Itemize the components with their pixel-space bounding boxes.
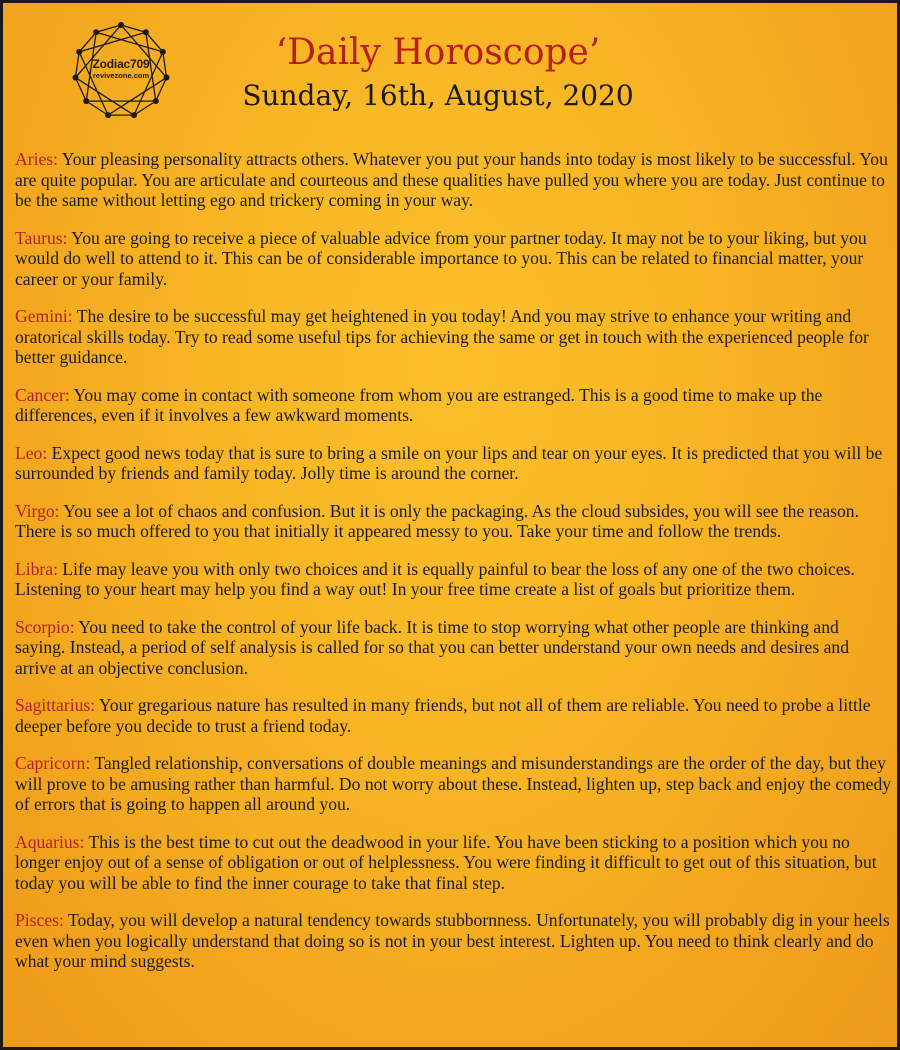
horoscope-entry-sagittarius bbox=[15, 695, 893, 736]
zodiac-logo bbox=[69, 19, 173, 123]
sign-label: Sagittarius: bbox=[15, 695, 96, 715]
horoscope-entry-leo bbox=[15, 443, 893, 484]
horoscope-text: Today, you will develop a natural tendency towards stubbornness. Unfortunately, you will probably dig in your heels even when you logically understand that doing so is not in your best interest. Lighten up. You need to think clearly and do what your mind suggests. bbox=[15, 910, 890, 971]
constellation-star bbox=[83, 98, 89, 104]
constellation-star bbox=[93, 29, 99, 35]
sign-label: Capricorn: bbox=[15, 753, 91, 773]
horoscope-text: You need to take the control of your life back. It is time to stop worrying what other people are thinking and saying. Instead, a period of self analysis is called for so that you can better understand your own needs and desires and arrive at an objective conclusion. bbox=[15, 616, 849, 678]
horoscope-entry-virgo bbox=[15, 501, 893, 542]
sign-label: Aries: bbox=[15, 149, 58, 169]
horoscope-entry-scorpio bbox=[15, 617, 893, 679]
horoscope-entry-aquarius bbox=[15, 832, 893, 894]
constellation-star bbox=[153, 98, 159, 104]
sign-label: Taurus: bbox=[15, 227, 68, 248]
horoscope-entry-libra bbox=[15, 559, 893, 600]
horoscope-entry-pisces bbox=[15, 910, 893, 972]
sign-label: Aquarius: bbox=[15, 831, 85, 852]
page-title: ‘Daily Horoscope’ bbox=[275, 32, 601, 73]
horoscope-entry-capricorn bbox=[15, 753, 893, 815]
sign-label: Leo: bbox=[15, 442, 48, 463]
horoscope-text: You see a lot of chaos and confusion. But it is only the packaging. As the cloud subsides, you will see the reason. There is so much offered to you that initially it appeared messy to you. Take your time and follow the trends. bbox=[15, 500, 859, 541]
constellation-star bbox=[105, 112, 111, 118]
horoscope-text: This is the best time to cut out the deadwood in your life. You have been sticking to a position which you no longer enjoy out of a sense of obligation or out of helplessness. You were finding it difficult to get out of this situation, but today you will be able to find the inner courage to take that final step. bbox=[15, 831, 877, 893]
horoscope-entry-cancer bbox=[15, 385, 893, 426]
constellation-star bbox=[160, 49, 166, 55]
horoscope-text: Your gregarious nature has resulted in many friends, but not all of them are reliable. You need to probe a little deeper before you decide to trust a friend today. bbox=[15, 695, 871, 736]
sign-label: Scorpio: bbox=[15, 616, 75, 637]
horoscope-text: The desire to be successful may get heightened in you today! And you may strive to enhance your writing and oratorical skills today. Try to read some useful tips for achieving the same or get in touch with the experienced people for better guidance. bbox=[15, 306, 869, 367]
sign-label: Libra: bbox=[15, 558, 58, 579]
sign-label: Cancer: bbox=[15, 384, 70, 405]
constellation-star bbox=[76, 49, 82, 55]
logo-site: revivezone.com bbox=[92, 71, 150, 80]
horoscope-list bbox=[15, 149, 893, 989]
constellation-star bbox=[143, 29, 149, 35]
page-date: Sunday, 16th, August, 2020 bbox=[242, 79, 634, 112]
constellation-star bbox=[131, 112, 137, 118]
horoscope-text: Life may leave you with only two choices and it is equally painful to bear the loss of any one of the two choices. Listening to your heart may help you find a way out! In your free time create a list of goals but prioritize them. bbox=[15, 558, 855, 599]
constellation-star bbox=[118, 22, 124, 28]
sign-label: Gemini: bbox=[15, 306, 73, 326]
horoscope-text: Expect good news today that is sure to bring a smile on your lips and tear on your eyes. It is predicted that you will be surrounded by friends and family today. Jolly time is around the corner. bbox=[15, 442, 883, 483]
logo-name: Zodiac709 bbox=[92, 57, 150, 71]
logo-text bbox=[69, 57, 173, 80]
sign-label: Virgo: bbox=[15, 500, 60, 521]
horoscope-entry-taurus bbox=[15, 228, 893, 290]
horoscope-text: Tangled relationship, conversations of double meanings and misunderstandings are the order of the day, but they will prove to be amusing rather than harmful. Do not worry about these. Instead, lighten up, step back and enjoy the comedy of errors that is going to happen all around you. bbox=[15, 753, 892, 814]
horoscope-text: Your pleasing personality attracts others. Whatever you put your hands into today is most likely to be successful. You are quite popular. You are articulate and courteous and these qualities have pulled you where you are today. Just continue to be the same without letting ego and trickery coming in your way. bbox=[15, 149, 888, 210]
sign-label: Pisces: bbox=[15, 910, 64, 930]
horoscope-text: You are going to receive a piece of valuable advice from your partner today. It may not be to your liking, but you would do well to attend to it. This can be of considerable importance to you. This can be related to financial matter, your career or your family. bbox=[15, 227, 867, 289]
horoscope-entry-gemini bbox=[15, 306, 893, 368]
horoscope-entry-aries bbox=[15, 149, 893, 211]
horoscope-text: You may come in contact with someone from whom you are estranged. This is a good time to make up the differences, even if it involves a few awkward moments. bbox=[15, 384, 823, 425]
